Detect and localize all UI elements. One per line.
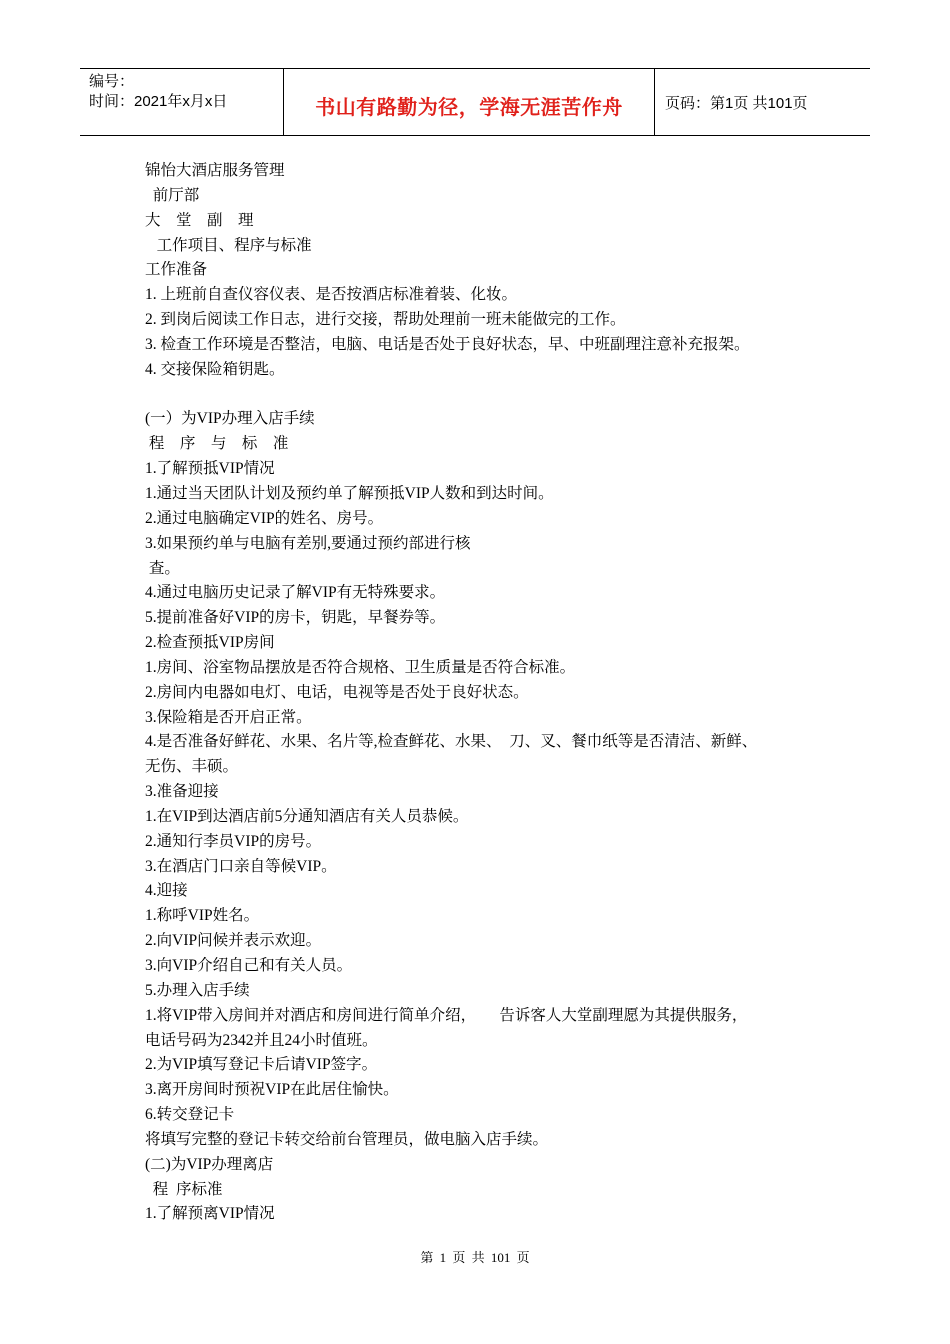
text-line: 1.通过当天团队计划及预约单了解预抵VIP人数和到达时间。	[145, 484, 554, 502]
text-line: 1.将VIP带入房间并对酒店和房间进行简单介绍， 告诉客人大堂副理愿为其提供服务，	[145, 1006, 748, 1024]
text-line: 工作准备	[145, 261, 208, 279]
text-line: 3.如果预约单与电脑有差别,要通过预约部进行核	[145, 534, 471, 552]
text-line: 4.迎接	[145, 882, 188, 900]
text-line: 5.办理入店手续	[145, 981, 250, 999]
text-line: 1.称呼VIP姓名。	[145, 907, 260, 925]
text-line: 3.在酒店门口亲自等候VIP。	[145, 857, 337, 875]
text-line: (二)为VIP办理离店	[145, 1155, 274, 1173]
text-line: 电话号码为2342并且24小时值班。	[145, 1031, 378, 1049]
text-line: 2.为VIP填写登记卡后请VIP签字。	[145, 1056, 378, 1074]
text-line: 4. 交接保险箱钥匙。	[145, 360, 285, 378]
page-footer: 第 1 页 共 101 页	[420, 1250, 530, 1265]
motto-text: 书山有路勤为径，学海无涯苦作舟	[315, 94, 623, 119]
text-line: 1.房间、浴室物品摆放是否符合规格、卫生质量是否符合标准。	[145, 658, 576, 676]
text-line: 1.在VIP到达酒店前5分通知酒店有关人员恭候。	[145, 807, 469, 825]
text-line: 2.通知行李员VIP的房号。	[145, 832, 322, 850]
document-body	[145, 159, 810, 1227]
text-line: 5.提前准备好VIP的房卡，钥匙，早餐券等。	[145, 609, 446, 627]
text-line: 3.向VIP介绍自己和有关人员。	[145, 957, 353, 974]
text-line: 3.准备迎接	[145, 783, 219, 801]
page-info: 页码：第1页 共101页	[665, 94, 808, 112]
text-line: 1.了解预抵VIP情况	[145, 460, 275, 478]
date-label: 时间：2021年x月x日	[89, 93, 228, 110]
text-line: 程 序标准	[145, 1180, 223, 1198]
text-line: 2.通过电脑确定VIP的姓名、房号。	[145, 509, 384, 527]
text-line: 大 堂 副 理	[145, 211, 254, 229]
text-line: 无伤、丰硕。	[145, 758, 239, 776]
text-line: 2.向VIP问候并表示欢迎。	[145, 932, 322, 950]
text-line: 3.保险箱是否开启正常。	[145, 708, 312, 726]
text-line: 3. 检查工作环境是否整洁，电脑、电话是否处于良好状态，早、中班副理注意补充报架。	[145, 335, 750, 353]
text-line: 6.转交登记卡	[145, 1106, 235, 1124]
header-left-cell	[80, 69, 283, 135]
text-line: 2.检查预抵VIP房间	[145, 634, 275, 652]
header-page-cell	[655, 69, 870, 135]
text-line: 1.了解预离VIP情况	[145, 1205, 275, 1223]
text-line: 工作项目、程序与标准	[145, 236, 312, 254]
text-line: 锦怡大酒店服务管理	[145, 162, 285, 179]
text-line: 1. 上班前自查仪容仪表、是否按酒店标准着装、化妆。	[145, 286, 518, 304]
text-line: 将填写完整的登记卡转交给前台管理员，做电脑入店手续。	[145, 1130, 549, 1148]
text-line: 2. 到岗后阅读工作日志，进行交接，帮助处理前一班未能做完的工作。	[145, 311, 626, 329]
document-header	[80, 68, 870, 136]
text-line: 前厅部	[145, 186, 200, 204]
text-line: 2.房间内电器如电灯、电话，电视等是否处于良好状态。	[145, 683, 529, 701]
header-motto-cell	[283, 69, 655, 135]
serial-number-label: 编号：	[89, 73, 135, 90]
text-line: (一）为VIP办理入店手续	[145, 410, 315, 428]
text-line: 查。	[145, 559, 180, 577]
text-line: 4.通过电脑历史记录了解VIP有无特殊要求。	[145, 584, 446, 602]
blank-line	[145, 383, 810, 408]
text-line: 程 序 与 标 准	[145, 435, 289, 453]
text-line: 3.离开房间时预祝VIP在此居住愉快。	[145, 1081, 399, 1099]
text-line: 4.是否准备好鲜花、水果、名片等,检查鲜花、水果、 刀、叉、餐巾纸等是否清洁、新鲜、	[145, 733, 758, 751]
